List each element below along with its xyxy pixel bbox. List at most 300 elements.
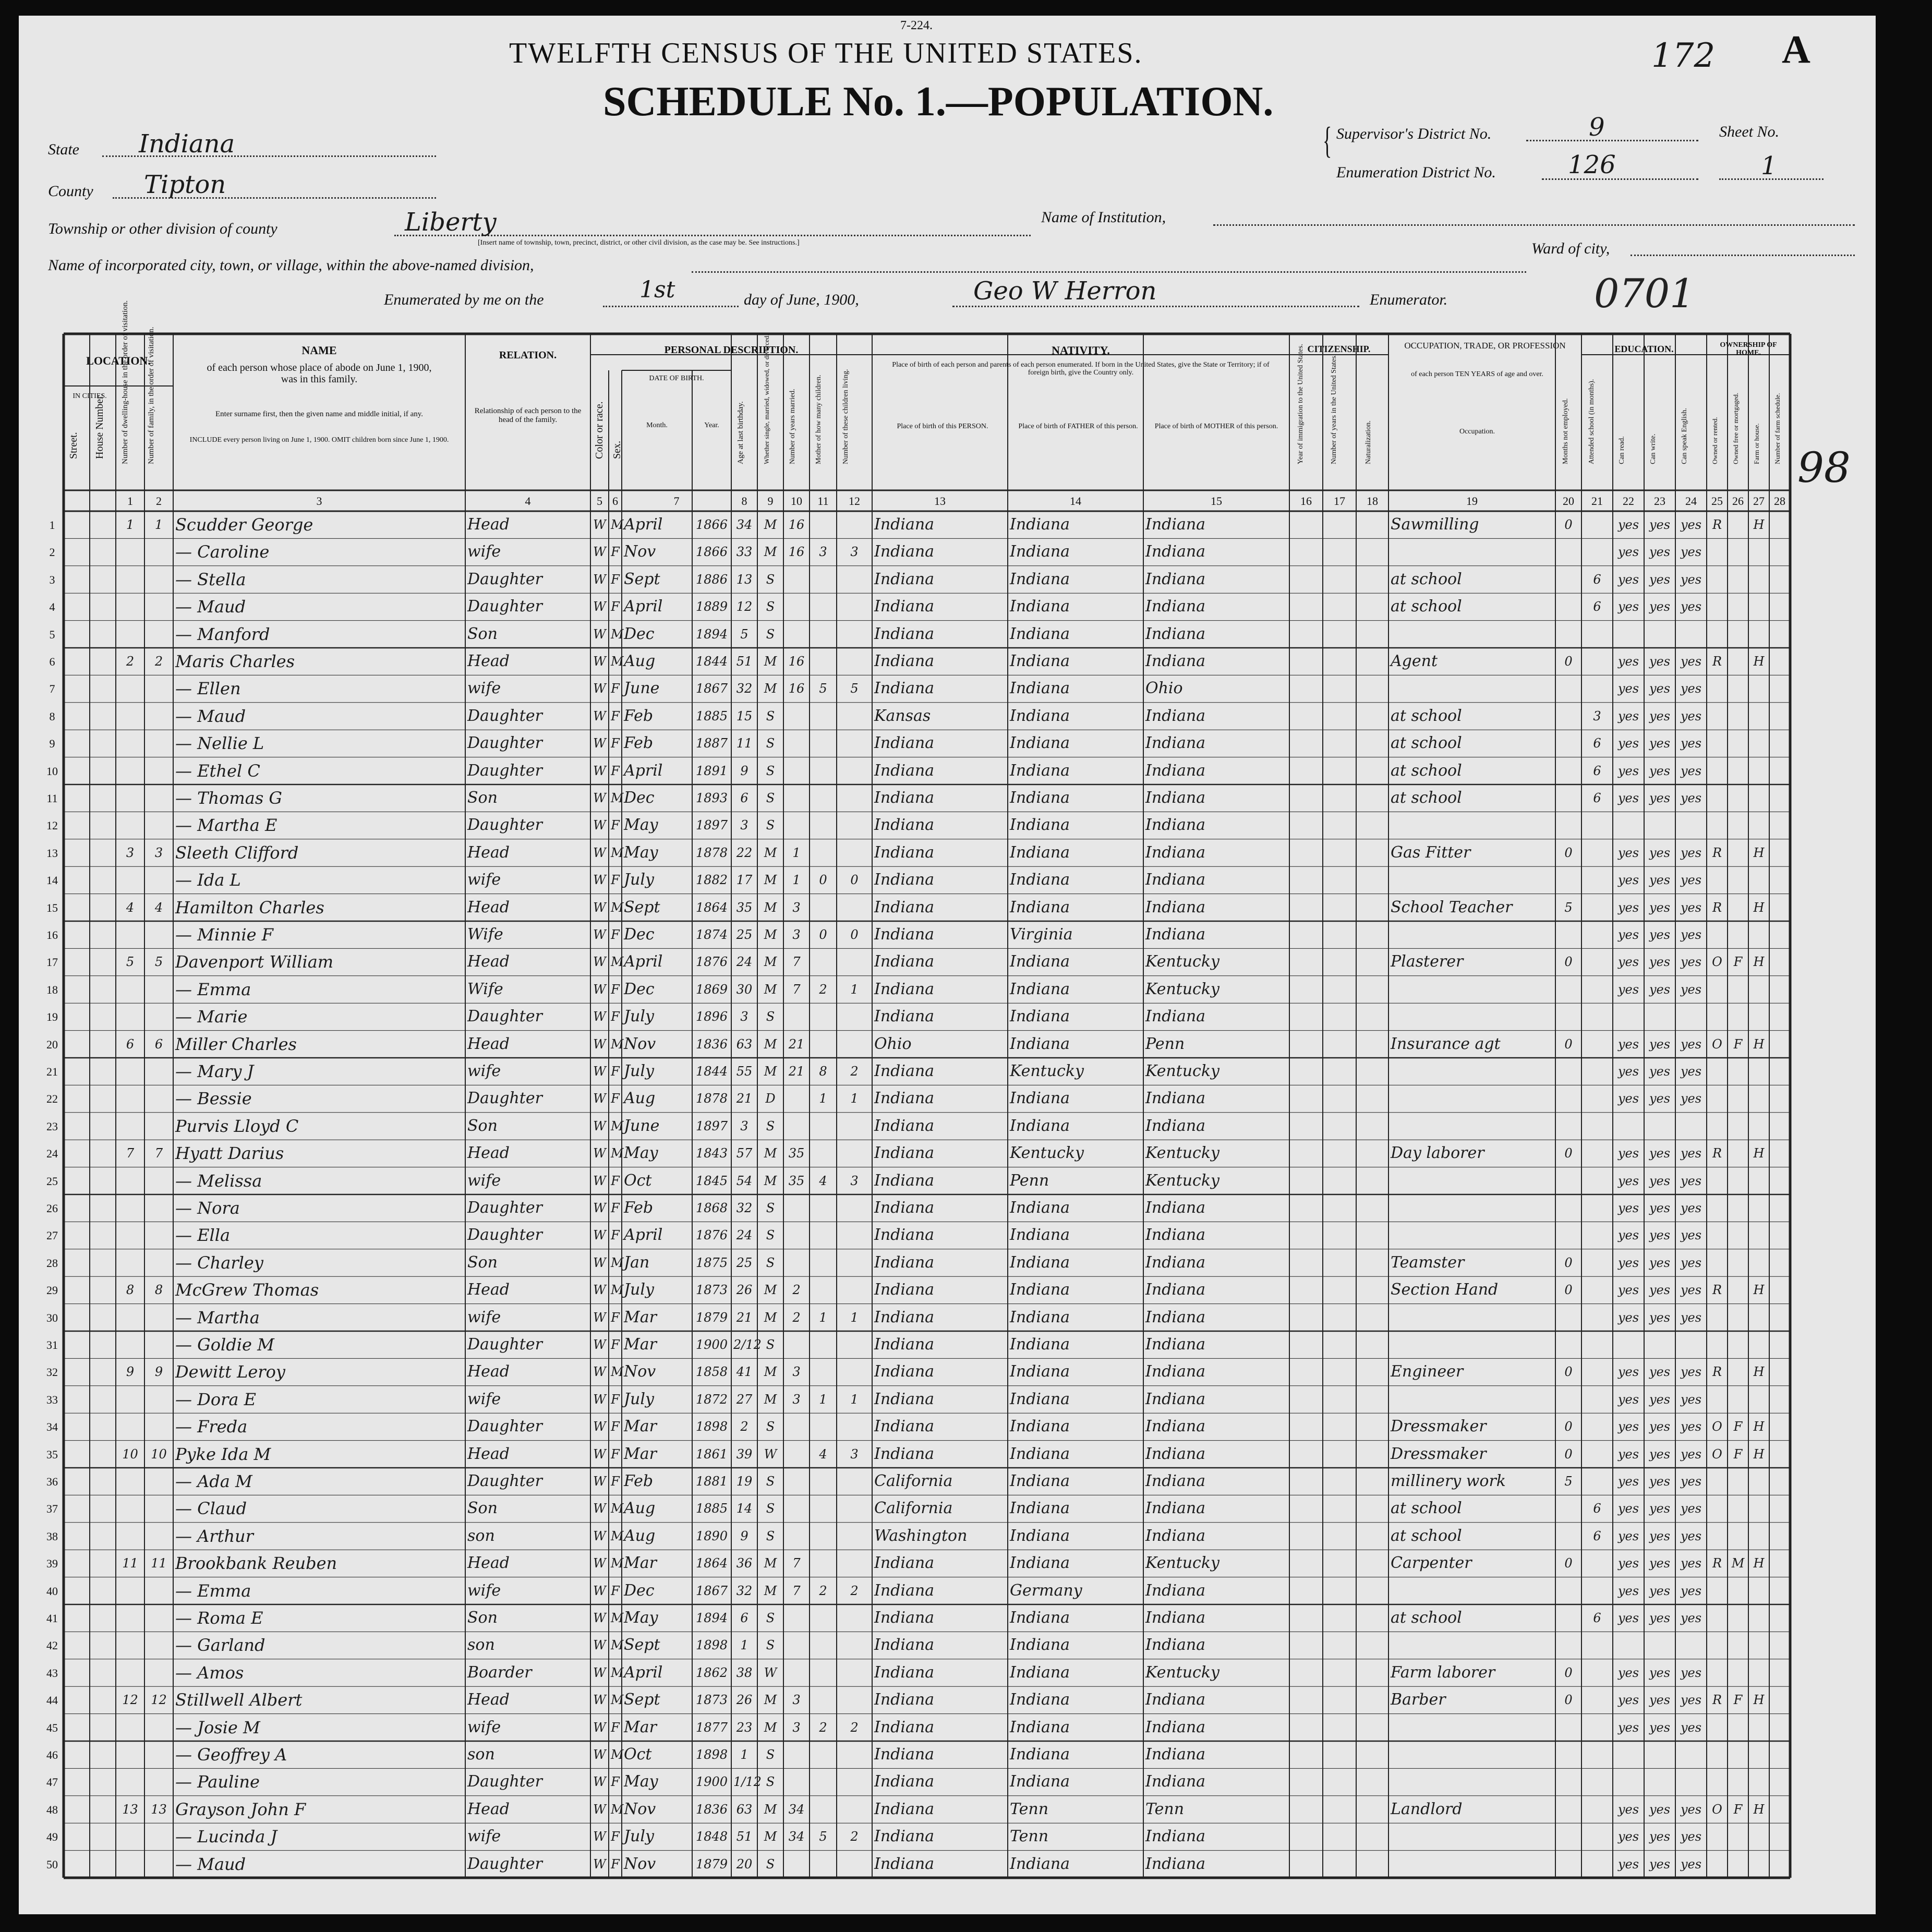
table-cell: Sept <box>624 1636 660 1655</box>
table-cell: 24 <box>736 1228 753 1243</box>
table-cell: M <box>611 1036 624 1052</box>
table-cell: yes <box>1649 1091 1671 1106</box>
table-cell: 1 <box>850 1392 859 1407</box>
table-cell: 6 <box>154 1036 163 1052</box>
table-cell: M <box>764 1583 777 1598</box>
table-cell: M <box>611 1802 624 1817</box>
table-cell: son <box>467 1745 495 1764</box>
column-number: 7 <box>673 494 680 508</box>
table-cell: 1 <box>740 1747 748 1762</box>
table-cell: Daughter <box>467 1089 542 1108</box>
table-cell: Indiana <box>1145 1089 1206 1108</box>
table-cell: yes <box>1649 1802 1671 1817</box>
table-cell: yes <box>1649 1064 1671 1079</box>
table-cell: 3 <box>740 1118 748 1133</box>
table-cell: 1836 <box>695 1802 728 1817</box>
table-cell: Daughter <box>467 816 542 835</box>
table-cell: 25 <box>736 927 753 942</box>
table-cell: M <box>611 955 624 970</box>
table-cell: 21 <box>788 1036 805 1052</box>
table-cell: wife <box>467 1827 501 1846</box>
table-cell: F <box>611 1446 620 1462</box>
header-education: EDUCATION. <box>1614 344 1674 354</box>
table-cell: Farm laborer <box>1391 1663 1495 1682</box>
header-location: LOCATION. <box>86 354 151 367</box>
table-cell: Indiana <box>1145 1116 1206 1135</box>
table-cell: W <box>593 900 606 915</box>
table-cell: 1887 <box>695 736 728 751</box>
table-cell: 21 <box>788 1064 805 1079</box>
table-cell: Indiana <box>874 1745 935 1764</box>
table-cell: W <box>593 1064 606 1079</box>
table-cell: Ohio <box>874 1034 912 1053</box>
table-cell: Son <box>467 1253 498 1272</box>
table-cell: yes <box>1617 1665 1639 1680</box>
table-cell: W <box>764 1446 777 1462</box>
column-number: 23 <box>1654 494 1665 508</box>
table-cell: yes <box>1649 1392 1671 1407</box>
row-number: 34 <box>46 1420 58 1434</box>
table-cell: Indiana <box>1010 952 1070 971</box>
table-cell: yes <box>1617 1146 1639 1161</box>
table-cell: wife <box>467 1308 501 1326</box>
table-cell: 7 <box>792 1583 801 1598</box>
table-cell: O <box>1712 1802 1722 1817</box>
table-cell: W <box>593 1501 606 1516</box>
table-cell: Indiana <box>1010 1226 1070 1245</box>
table-cell: yes <box>1649 1036 1671 1052</box>
table-cell: Mar <box>624 1335 657 1354</box>
table-cell: Sept <box>624 898 660 916</box>
table-cell: Indiana <box>1010 761 1070 780</box>
row-number: 3 <box>49 573 55 586</box>
table-cell: 6 <box>1593 599 1601 614</box>
table-cell: F <box>611 1856 620 1871</box>
table-cell: at school <box>1391 706 1462 725</box>
table-cell: yes <box>1680 1665 1702 1680</box>
table-cell: S <box>766 1228 775 1243</box>
page-number: 172 <box>1651 37 1716 75</box>
table-cell: H <box>1753 955 1765 970</box>
table-cell: — Amos <box>175 1662 244 1683</box>
table-cell: Grayson John F <box>175 1799 306 1819</box>
column-number: 14 <box>1070 494 1081 508</box>
table-cell: yes <box>1617 1446 1639 1462</box>
table-cell: yes <box>1680 1501 1702 1516</box>
table-cell: S <box>766 791 775 805</box>
table-cell: W <box>593 1009 606 1024</box>
row-number: 19 <box>46 1010 58 1024</box>
table-cell: April <box>624 515 663 534</box>
table-cell: yes <box>1680 736 1702 751</box>
table-cell: July <box>624 1827 654 1846</box>
township-value: Liberty <box>405 208 497 237</box>
table-cell: Indiana <box>1145 1636 1206 1655</box>
table-cell: — Marie <box>175 1007 248 1027</box>
table-cell: Mar <box>624 1444 657 1463</box>
table-cell: 9 <box>740 1528 748 1543</box>
table-cell: F <box>611 708 620 723</box>
table-cell: W <box>593 654 606 669</box>
table-cell: W <box>593 1774 606 1790</box>
table-cell: Indiana <box>874 789 935 807</box>
table-cell: F <box>611 1173 620 1188</box>
table-cell: Indiana <box>1145 1526 1206 1545</box>
vheader-street: Street. <box>68 432 79 459</box>
table-cell: yes <box>1617 708 1639 723</box>
table-cell: at school <box>1391 570 1462 588</box>
table-cell: W <box>593 1583 606 1598</box>
table-cell: 1896 <box>695 1009 728 1024</box>
table-cell: F <box>611 873 620 888</box>
table-cell: F <box>1733 1419 1743 1434</box>
table-cell: at school <box>1391 1609 1462 1627</box>
table-cell: yes <box>1649 955 1671 970</box>
table-cell: 2 <box>819 982 827 997</box>
table-cell: Daughter <box>467 1007 542 1026</box>
table-cell: 6 <box>1593 1501 1601 1516</box>
table-cell: 1889 <box>695 599 728 614</box>
table-cell: 12 <box>151 1693 167 1708</box>
table-cell: M <box>611 900 624 915</box>
table-cell: — Ida L <box>175 870 241 890</box>
table-cell: H <box>1753 1419 1765 1434</box>
table-cell: O <box>1712 1419 1722 1434</box>
table-cell: M <box>764 955 777 970</box>
table-cell: W <box>593 763 606 778</box>
table-cell: — Nora <box>175 1198 240 1218</box>
table-cell: M <box>764 1146 777 1161</box>
table-cell: F <box>611 1474 620 1489</box>
table-cell: Indiana <box>874 816 935 835</box>
table-cell: 17 <box>736 873 753 888</box>
table-cell: Hyatt Darius <box>175 1143 284 1164</box>
table-cell: R <box>1712 845 1722 860</box>
table-cell: S <box>766 1009 775 1024</box>
header-name-desc: of each person whose place of abode on June 1, 1900, was in this family. <box>207 362 432 385</box>
table-cell: — Thomas G <box>175 788 282 808</box>
column-number: 26 <box>1732 494 1744 508</box>
table-cell: Indiana <box>1145 624 1206 643</box>
table-cell: wife <box>467 1171 501 1190</box>
column-number: 2 <box>156 494 162 508</box>
table-cell: 6 <box>1593 763 1601 778</box>
table-cell: Oct <box>624 1171 652 1190</box>
table-cell: F <box>611 818 620 833</box>
table-cell: yes <box>1617 1201 1639 1215</box>
table-cell: Indiana <box>874 624 935 643</box>
table-cell: Indiana <box>1145 1745 1206 1764</box>
table-cell: 51 <box>736 654 753 669</box>
table-cell: Teamster <box>1391 1253 1465 1272</box>
table-cell: S <box>766 1774 775 1790</box>
table-cell: Virginia <box>1010 925 1073 944</box>
table-cell: Wife <box>467 980 503 998</box>
vheader-house: House Number. <box>94 393 105 459</box>
table-cell: F <box>611 982 620 997</box>
table-cell: yes <box>1617 1392 1639 1407</box>
table-cell: Indiana <box>1145 1609 1206 1627</box>
table-cell: yes <box>1680 1474 1702 1489</box>
table-cell: yes <box>1617 1228 1639 1243</box>
row-number: 18 <box>46 983 58 996</box>
table-cell: Indiana <box>874 871 935 889</box>
table-cell: 1873 <box>695 1693 728 1708</box>
table-cell: Indiana <box>874 1581 935 1600</box>
vheader-read: Can read. <box>1618 436 1626 464</box>
vheader-marital: Whether single, married, widowed, or divorced. <box>763 334 770 464</box>
township-note: [Insert name of township, town, precinct, district, or other civil division, as the case may be. See instructions.] <box>478 239 800 247</box>
table-cell: Maris Charles <box>175 651 295 671</box>
column-number: 5 <box>597 494 602 508</box>
table-cell: W <box>593 955 606 970</box>
table-cell: W <box>593 1337 606 1352</box>
table-cell: Indiana <box>874 515 935 534</box>
table-cell: 1864 <box>695 900 728 915</box>
table-cell: Indiana <box>874 761 935 780</box>
column-number: 3 <box>316 494 322 508</box>
table-cell: Head <box>467 515 510 534</box>
table-cell: F <box>611 681 620 696</box>
census-sheet <box>19 16 1876 1914</box>
column-number: 12 <box>849 494 860 508</box>
table-cell: 2 <box>154 654 163 669</box>
table-cell: Nov <box>624 542 656 561</box>
table-cell: Kentucky <box>1145 1062 1219 1080</box>
table-cell: 1 <box>850 1310 859 1325</box>
table-cell: Daughter <box>467 597 542 616</box>
schedule-title: SCHEDULE No. 1.—POPULATION. <box>603 79 1274 125</box>
table-cell: Indiana <box>1145 1335 1206 1354</box>
table-cell: yes <box>1680 982 1702 997</box>
table-cell: M <box>611 654 624 669</box>
table-cell: S <box>766 1337 775 1352</box>
table-cell: M <box>611 1501 624 1516</box>
table-cell: H <box>1753 1036 1765 1052</box>
row-number: 17 <box>46 956 58 969</box>
table-cell: Jan <box>624 1253 650 1272</box>
table-cell: July <box>624 1390 654 1408</box>
table-cell: M <box>764 1693 777 1708</box>
table-cell: 3 <box>850 545 859 560</box>
table-cell: Sept <box>624 1690 660 1709</box>
header-occupation: Occupation. <box>1459 428 1495 436</box>
table-cell: Indiana <box>1010 1745 1070 1764</box>
table-cell: F <box>611 1091 620 1106</box>
table-cell: yes <box>1649 1501 1671 1516</box>
table-cell: 0 <box>1564 1255 1573 1270</box>
table-cell: M <box>611 1638 624 1653</box>
table-cell: Indiana <box>1145 1581 1206 1600</box>
table-cell: yes <box>1649 1611 1671 1625</box>
table-cell: — Dora E <box>175 1389 256 1409</box>
table-cell: H <box>1753 1556 1765 1571</box>
vheader-immigration: Year of immigration to the United States. <box>1297 344 1305 464</box>
table-cell: yes <box>1680 900 1702 915</box>
table-cell: — Mary J <box>175 1061 254 1081</box>
table-cell: yes <box>1649 1365 1671 1380</box>
table-cell: 23 <box>736 1720 753 1735</box>
table-cell: yes <box>1680 1446 1702 1462</box>
table-cell: S <box>766 1638 775 1653</box>
table-cell: 1 <box>819 1392 827 1407</box>
table-cell: 1879 <box>695 1856 728 1871</box>
header-nativity-desc: Place of birth of each person and parents of each person enumerated. If born in the United States, give the State or Territory; if of foreign birth, give the Country only. <box>892 361 1270 377</box>
table-cell: W <box>593 1665 606 1680</box>
table-cell: 4 <box>126 900 135 915</box>
table-cell: 19 <box>736 1474 753 1489</box>
row-number: 6 <box>49 655 55 668</box>
table-cell: O <box>1712 1446 1722 1462</box>
table-cell: yes <box>1617 1419 1639 1434</box>
table-cell: Indiana <box>1145 1390 1206 1408</box>
header-ownership: OWNERSHIP OF HOME. <box>1720 341 1777 357</box>
table-cell: Indiana <box>874 1007 935 1026</box>
table-cell: July <box>624 871 654 889</box>
table-cell: Indiana <box>1010 1390 1070 1408</box>
table-cell: Indiana <box>874 1718 935 1736</box>
table-cell: Indiana <box>874 1663 935 1682</box>
table-cell: 34 <box>788 1802 805 1817</box>
table-cell: W <box>593 1228 606 1243</box>
table-cell: Pyke Ida M <box>175 1444 271 1464</box>
table-cell: Indiana <box>874 1636 935 1655</box>
column-number: 20 <box>1563 494 1574 508</box>
table-cell: W <box>593 791 606 805</box>
table-cell: W <box>593 818 606 833</box>
table-cell: O <box>1712 1036 1722 1052</box>
table-cell: Dec <box>624 980 655 998</box>
table-cell: 8 <box>819 1064 827 1079</box>
table-cell: M <box>764 1720 777 1735</box>
table-cell: S <box>766 1528 775 1543</box>
table-cell: yes <box>1617 1365 1639 1380</box>
table-cell: 1898 <box>695 1747 728 1762</box>
county-label: County <box>48 183 93 200</box>
table-cell: 1844 <box>695 654 728 669</box>
table-cell: yes <box>1649 763 1671 778</box>
table-cell: 1876 <box>695 1228 728 1243</box>
vheader-age: Age at last birthday. <box>736 401 745 464</box>
table-cell: 1 <box>819 1091 827 1106</box>
table-cell: 1867 <box>695 1583 728 1598</box>
table-cell: 35 <box>788 1173 805 1188</box>
table-cell: F <box>1733 1036 1743 1052</box>
table-cell: yes <box>1649 572 1671 587</box>
table-cell: Kentucky <box>1145 1171 1219 1190</box>
table-cell: yes <box>1680 1720 1702 1735</box>
table-cell: yes <box>1680 599 1702 614</box>
table-cell: 1878 <box>695 845 728 860</box>
column-number: 6 <box>612 494 618 508</box>
table-cell: Kentucky <box>1145 1663 1219 1682</box>
table-cell: — Pauline <box>175 1772 260 1792</box>
table-cell: W <box>593 1118 606 1133</box>
table-cell: 1876 <box>695 955 728 970</box>
population-table <box>46 300 1790 1878</box>
table-cell: April <box>624 1663 663 1682</box>
header-occupation-group: OCCUPATION, TRADE, OR PROFESSION <box>1404 341 1566 351</box>
column-number: 11 <box>817 494 829 508</box>
table-cell: S <box>766 1118 775 1133</box>
table-cell: 5 <box>819 681 827 696</box>
table-cell: Section Hand <box>1391 1281 1499 1299</box>
vheader-free: Owned free or mortgaged. <box>1732 392 1740 464</box>
table-cell: — Maud <box>175 597 246 617</box>
table-cell: Indiana <box>1010 871 1070 889</box>
table-cell: yes <box>1649 599 1671 614</box>
table-cell: Indiana <box>1010 980 1070 998</box>
row-number: 32 <box>46 1366 58 1379</box>
table-cell: M <box>611 1118 624 1133</box>
row-number: 44 <box>46 1694 58 1707</box>
table-cell: W <box>593 1446 606 1462</box>
table-cell: Feb <box>624 1199 654 1217</box>
table-cell: M <box>611 1365 624 1380</box>
table-cell: — Caroline <box>175 542 270 562</box>
row-number: 7 <box>49 682 55 696</box>
table-cell: 0 <box>1564 955 1573 970</box>
table-cell: 1845 <box>695 1173 728 1188</box>
table-cell: 3 <box>792 1720 801 1735</box>
vheader-years-us: Number of years in the United States. <box>1330 354 1338 464</box>
table-cell: yes <box>1680 1556 1702 1571</box>
table-cell: wife <box>467 1581 501 1600</box>
table-cell: yes <box>1617 845 1639 860</box>
table-cell: 1868 <box>695 1201 728 1215</box>
table-cell: yes <box>1680 1611 1702 1625</box>
table-cell: Indiana <box>874 1554 935 1573</box>
table-cell: yes <box>1649 1665 1671 1680</box>
institution-line <box>1213 224 1855 226</box>
table-cell: W <box>593 1310 606 1325</box>
table-cell: yes <box>1617 1829 1639 1844</box>
table-cell: H <box>1753 900 1765 915</box>
table-cell: Indiana <box>1010 843 1070 862</box>
page-letter: A <box>1782 28 1810 71</box>
table-cell: — Arthur <box>175 1526 253 1546</box>
table-cell: Daughter <box>467 570 542 588</box>
table-cell: F <box>611 545 620 560</box>
table-cell: 54 <box>736 1173 753 1188</box>
table-cell: Daughter <box>467 734 542 753</box>
table-cell: yes <box>1617 1720 1639 1735</box>
table-cell: M <box>764 1173 777 1188</box>
row-number: 49 <box>46 1830 58 1844</box>
table-cell: Daughter <box>467 706 542 725</box>
table-cell: Indiana <box>1010 1417 1070 1436</box>
census-title: TWELFTH CENSUS OF THE UNITED STATES. <box>509 37 1143 69</box>
table-cell: 2 <box>792 1310 801 1325</box>
table-cell: 2 <box>126 654 135 669</box>
table-cell: W <box>593 873 606 888</box>
table-cell: 13 <box>736 572 753 587</box>
table-cell: W <box>593 1146 606 1161</box>
table-cell: 35 <box>788 1146 805 1161</box>
table-cell: Agent <box>1391 652 1438 670</box>
table-cell: 0 <box>850 873 859 888</box>
table-cell: yes <box>1617 1474 1639 1489</box>
table-cell: Indiana <box>1145 570 1206 588</box>
table-cell: Penn <box>1145 1034 1185 1053</box>
table-cell: Indiana <box>1010 1199 1070 1217</box>
table-cell: 1879 <box>695 1310 728 1325</box>
table-cell: Indiana <box>874 734 935 753</box>
table-cell: Indiana <box>1145 1472 1206 1490</box>
enumerator-line <box>952 306 1359 307</box>
row-number: 39 <box>46 1557 58 1571</box>
table-cell: M <box>611 1611 624 1625</box>
